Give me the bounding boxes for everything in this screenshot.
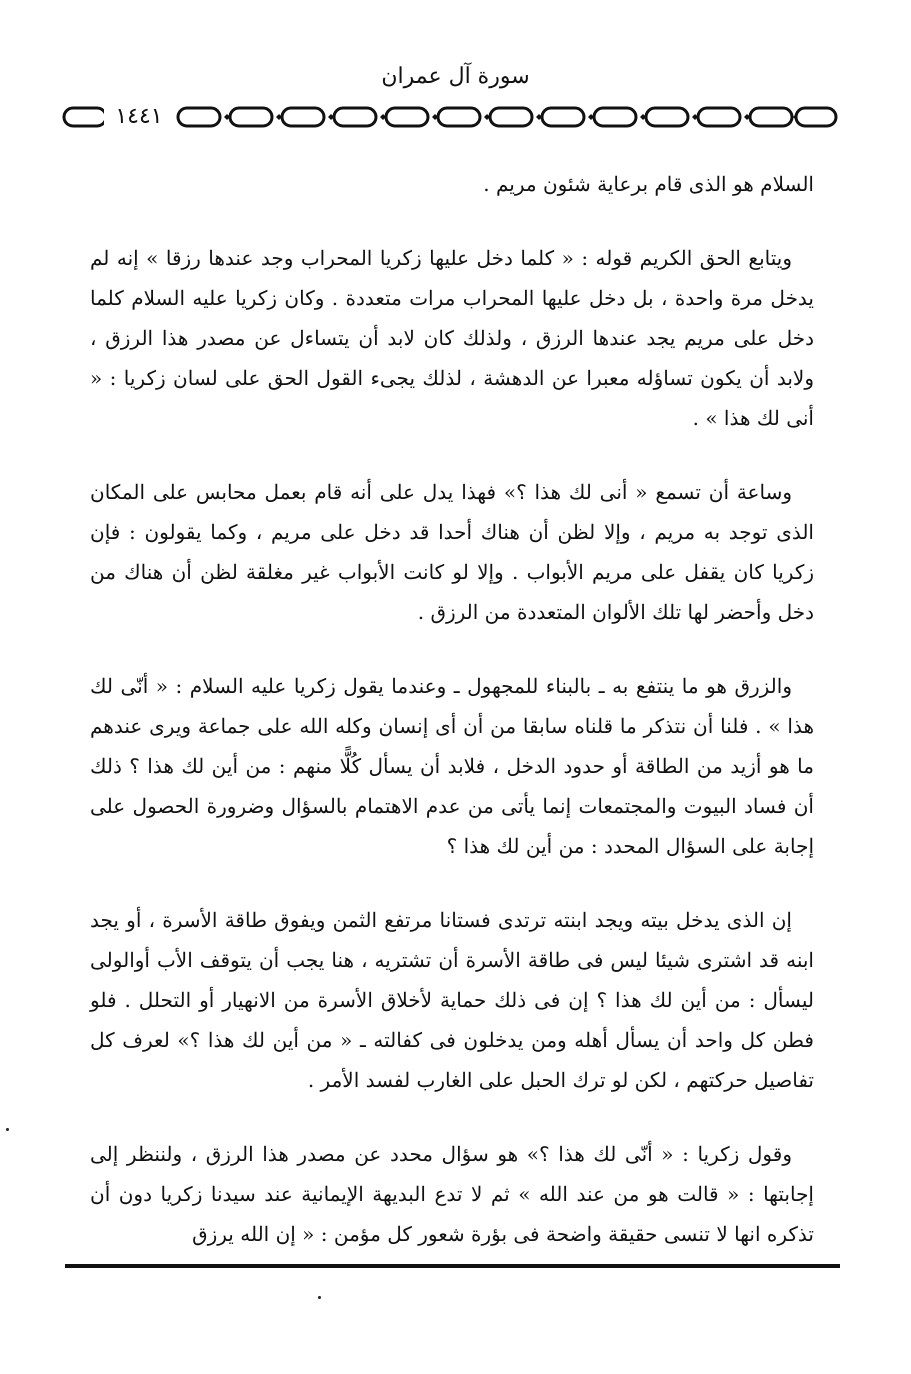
scan-speck [6,1128,9,1131]
page-number: ١٤٤١ [104,104,174,130]
paragraph-1: السلام هو الذى قام برعاية شئون مريم . [483,172,814,196]
paragraph-6: وقول زكريا : « أنّى لك هذا ؟» هو سؤال محدد عن مصدر هذا الرزق ، ولننظر إلى إجابتها : « قالت هو من عند الله » ثم لا تدع البديهة الإيمانية عند سيدنا زكريا دون أن تذكره انها لا تنسى حقيقة واضحة فى بؤرة شعور كل مؤمن : « إن الله يرزق [90,1142,814,1246]
decorative-chain-border [60,102,840,132]
paragraph-2: ويتابع الحق الكريم قوله : « كلما دخل عليها زكريا المحراب وجد عندها رزقا » إنه لم يدخل مرة واحدة ، بل دخل عليها المحراب مرات متعددة . وكان زكريا عليه السلام كلما دخل على مريم يجد عندها الرزق ، ولذلك كان لابد أن يتساءل عن مصدر هذا الرزق ، ولابد أن يكون تساؤله معبرا عن الدهشة ، لذلك يجىء القول الحق على لسان زكريا : « أنى لك هذا » . [90,246,814,430]
surah-title: سورة آل عمران [381,64,530,89]
body-text [90,164,814,1288]
paragraph-4: والزرق هو ما ينتفع به ـ بالبناء للمجهول ـ وعندما يقول زكريا عليه السلام : « أنّى لك هذا » . فلنا أن نتذكر ما قلناه سابقا من أن أى إنسان وكله الله على جماعة ويرى عندهم ما هو أزيد من الطاقة أو حدود الدخل ، فلابد أن يسأل كُلًّا منهم : من أين لك هذا ؟ ذلك أن فساد البيوت والمجتمعات إنما يأتى من عدم الاهتمام بالسؤال وضرورة الحصول على إجابة على السؤال المحدد : من أين لك هذا ؟ [90,674,815,858]
paragraph-5: إن الذى يدخل بيته ويجد ابنته ترتدى فستانا مرتفع الثمن ويفوق طاقة الأسرة ، أو يجد ابنه قد اشترى شيئا ليس فى طاقة الأسرة أن تشتريه ، هنا يجب أن يتوقف الأب أوالولى ليسأل : من أين لك هذا ؟ إن فى ذلك حماية لأخلاق الأسرة من الانهيار أو التحلل . فلو فطن كل واحد أن يسأل أهله ومن يدخلون فى كفالته ـ « من أين لك هذا ؟» لعرف كل تفاصيل حركتهم ، لكن لو ترك الحبل على الغارب لفسد الأمر . [90,908,814,1092]
footer-rule [65,1264,840,1268]
scan-speck [318,1296,321,1299]
paragraph-3: وساعة أن تسمع « أنى لك هذا ؟» فهذا يدل على أنه قام بعمل محابس على المكان الذى توجد به مريم ، وإلا لظن أن هناك أحدا قد دخل على مريم ، وكما يقولون : فإن زكريا كان يقفل على مريم الأبواب . وإلا لو كانت الأبواب غير مغلقة لظن أن هناك من دخل وأحضر لها تلك الألوان المتعددة من الرزق . [90,480,814,624]
